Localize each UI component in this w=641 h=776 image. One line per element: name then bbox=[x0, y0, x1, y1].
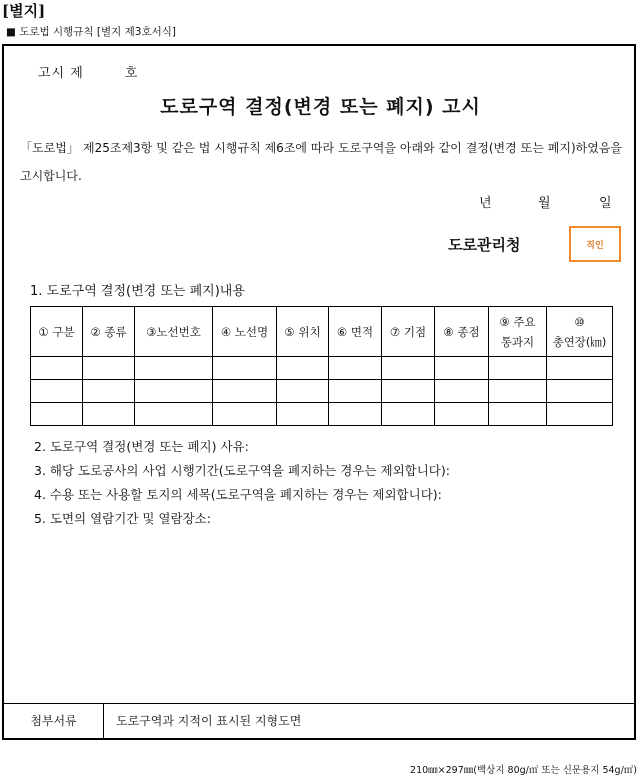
date-day: 일 bbox=[599, 196, 612, 211]
table-header: ⑩ 총연장(㎞) bbox=[547, 307, 613, 357]
annex-label: [별지] bbox=[2, 2, 46, 20]
table-header: ⑧ 종점 bbox=[435, 307, 489, 357]
item-land-details: 4. 수용 또는 사용할 토지의 세목(도로구역을 폐지하는 경우는 제외합니다): bbox=[34, 487, 442, 502]
authority-name: 도로관리청 bbox=[448, 236, 521, 254]
table-header: ② 종류 bbox=[83, 307, 135, 357]
table-header-row bbox=[31, 307, 613, 357]
table-row bbox=[31, 403, 613, 426]
notice-body: 「도로법」 제25조제3항 및 같은 법 시행규칙 제6조에 따라 도로구역을 아래와 같이 결정(변경 또는 폐지)하였음을 고시합니다. bbox=[20, 141, 622, 183]
item-reason: 2. 도로구역 결정(변경 또는 폐지) 사유: bbox=[34, 439, 249, 454]
form-header: ■ 도로법 시행규칙 [별지 제3호서식] bbox=[6, 26, 177, 38]
table-header: ⑤ 위치 bbox=[277, 307, 329, 357]
date-month: 월 bbox=[538, 196, 551, 211]
table-header: ⑨ 주요 통과지 bbox=[489, 307, 547, 357]
table-header: ⑦ 기점 bbox=[382, 307, 435, 357]
table-header: ④ 노선명 bbox=[213, 307, 277, 357]
attachments-value: 도로구역과 지적이 표시된 지형도면 bbox=[116, 714, 302, 728]
page-title: 도로구역 결정(변경 또는 폐지) 고시 bbox=[160, 96, 481, 118]
date-year: 년 bbox=[479, 196, 492, 211]
section-1-heading: 1. 도로구역 결정(변경 또는 폐지)내용 bbox=[30, 284, 245, 299]
table-row bbox=[31, 357, 613, 380]
official-seal-box: 직인 bbox=[569, 226, 621, 262]
attachments-label: 첨부서류 bbox=[4, 703, 104, 738]
item-inspection: 5. 도면의 열람기간 및 열람장소: bbox=[34, 511, 211, 526]
table-row bbox=[31, 380, 613, 403]
paper-spec: 210㎜×297㎜(백상지 80g/㎡ 또는 신문용지 54g/㎡) bbox=[410, 765, 637, 776]
table-header: ① 구분 bbox=[31, 307, 83, 357]
item-period: 3. 해당 도로공사의 사업 시행기간(도로구역을 폐지하는 경우는 제외합니다): bbox=[34, 463, 450, 478]
road-zone-table bbox=[30, 306, 613, 426]
table-header: ③노선번호 bbox=[135, 307, 213, 357]
table-header: ⑥ 면적 bbox=[329, 307, 382, 357]
notice-number: 고시 제 호 bbox=[38, 66, 139, 81]
